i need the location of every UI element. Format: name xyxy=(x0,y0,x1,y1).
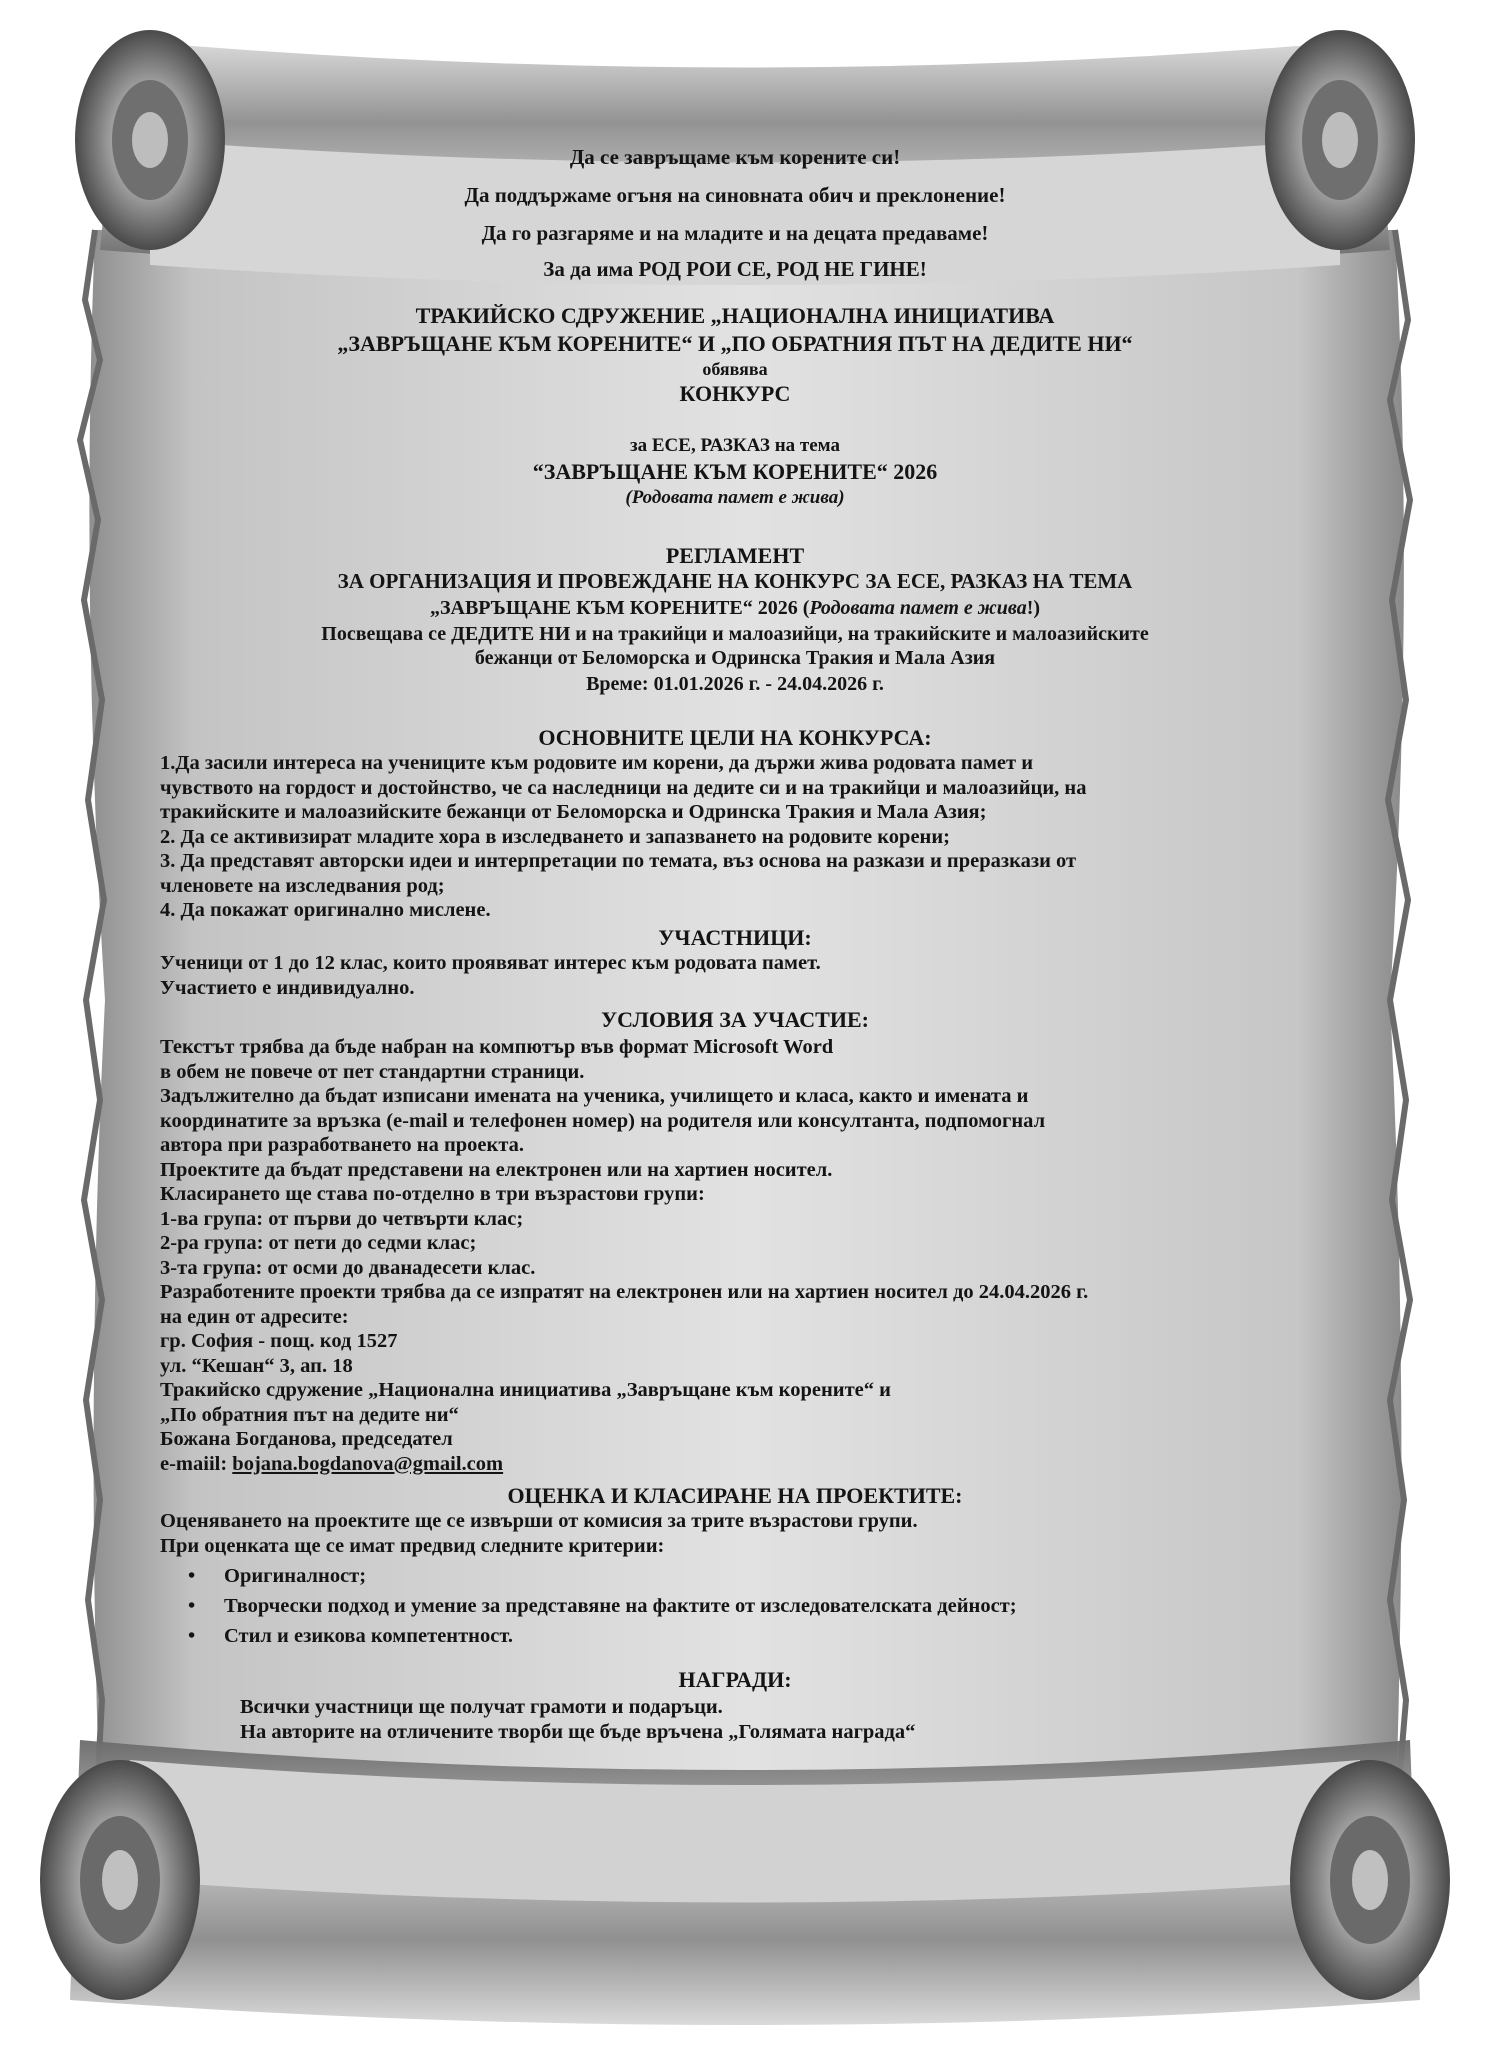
conditions-title: УСЛОВИЯ ЗА УЧАСТИЕ: xyxy=(601,1007,869,1032)
bullet-icon: • xyxy=(188,1565,196,1587)
announcement-document xyxy=(160,145,1310,1845)
org-name-line-2: „ЗАВРЪЩАНЕ КЪМ КОРЕНИТЕ“ И „ПО ОБРАТНИЯ ПЪТ НА ДЕДИТЕ НИ“ xyxy=(337,331,1133,356)
motto-line-3: Да го разгаряме и на младите и на децата предаваме! xyxy=(481,221,989,245)
motto-line-2: Да поддържаме огъня на синовната обич и преклонение! xyxy=(464,183,1006,207)
conditions-line: Разработените проекти трябва да се изпратят на електронен или на хартиен носител до 24.04.2026 г. xyxy=(160,1281,1089,1303)
reglament-line-2: „ЗАВРЪЩАНЕ КЪМ КОРЕНИТЕ“ 2026 (Родовата памет е жива!) xyxy=(429,597,1041,619)
email-line xyxy=(160,1452,1320,1477)
goals-line: чувството на гордост и достойнство, че са наследници на дедите си и на тракийци и малоазийци, на xyxy=(160,776,1087,799)
conditions-line: „По обратния път на дедите ни“ xyxy=(160,1403,459,1426)
topic-subtitle: (Родовата памет е жива) xyxy=(625,487,845,508)
goals-line: тракийските и малоазийските бежанци от Беломорска и Одринска Тракия и Мала Азия; xyxy=(160,801,987,823)
contest-heading: КОНКУРС xyxy=(679,381,791,406)
participants-line: Ученици от 1 до 12 клас, които проявяват интерес към родовата памет. xyxy=(160,952,821,974)
conditions-line: на един от адресите: xyxy=(160,1305,349,1328)
conditions-line: Проектите да бъдат представени на електронен или на хартиен носител. xyxy=(160,1158,833,1181)
motto-line-1: Да се завръщаме към корените си! xyxy=(569,145,901,169)
evaluation-line: Оценяването на проектите ще се извърши от комисия за трите възрастови групи. xyxy=(160,1510,918,1532)
participants-title: УЧАСТНИЦИ: xyxy=(658,925,812,950)
conditions-line: ул. “Кешан“ 3, ап. 18 xyxy=(160,1354,353,1377)
awards-line: На авторите на отличените творби ще бъде връчена „Голямата награда“ xyxy=(240,1720,916,1743)
org-name-line-1: ТРАКИЙСКО СДРУЖЕНИЕ „НАЦИОНАЛНА ИНИЦИАТИВА xyxy=(415,303,1055,328)
conditions-line: Тракийско сдружение „Национална инициатива „Завръщане към корените“ и xyxy=(160,1379,891,1401)
criteria-item: • Стил и езикова компетентност. xyxy=(188,1625,513,1647)
bullet-icon: • xyxy=(188,1625,196,1647)
awards-line: Всички участници ще получат грамоти и подаръци. xyxy=(240,1696,723,1718)
conditions-line: 1-ва група: от първи до четвърти клас; xyxy=(160,1207,524,1230)
conditions-line: 3-та група: от осми до дванадесети клас. xyxy=(160,1256,536,1279)
motto-line-4: За да има РОД РОИ СЕ, РОД НЕ ГИНЕ! xyxy=(543,257,927,281)
conditions-line: Текстът трябва да бъде набран на компютър във формат Microsoft Word xyxy=(160,1036,834,1058)
conditions-line: в обем не повече от пет стандартни страници. xyxy=(160,1060,585,1083)
conditions-line: координатите за връзка (e-mail и телефонен номер) на родителя или консултанта, подпомогнал xyxy=(160,1109,1046,1132)
goals-text xyxy=(160,751,1320,923)
goals-line: членовете на изследвания род; xyxy=(160,874,445,897)
awards-title: НАГРАДИ: xyxy=(678,1667,792,1692)
goals-line: 3. Да представят авторски идеи и интерпретации по темата, въз основа на разкази и преразкази от xyxy=(160,850,1077,872)
participants-text xyxy=(160,951,1320,1000)
topic-title: “ЗАВРЪЩАНЕ КЪМ КОРЕНИТЕ“ 2026 xyxy=(532,459,938,484)
goals-line: 4. Да покажат оригинално мислене. xyxy=(160,899,491,921)
criteria-item: • Оригиналност; xyxy=(188,1565,367,1587)
conditions-line: Класирането ще става по-отделно в три възрастови групи: xyxy=(160,1183,705,1205)
evaluation-text xyxy=(160,1509,1320,1654)
reglament-line-1: ЗА ОРГАНИЗАЦИЯ И ПРОВЕЖДАНЕ НА КОНКУРС ЗА ЕСЕ, РАЗКАЗ НА ТЕМА xyxy=(337,569,1133,593)
time-period: Време: 01.01.2026 г. - 24.04.2026 г. xyxy=(586,673,884,695)
criteria-item: • Творчески подход и умение за представяне на фактите от изследователската дейност; xyxy=(188,1595,1017,1617)
dedication-line-2: бежанци от Беломорска и Одринска Тракия и Мала Азия xyxy=(474,647,996,669)
awards-text xyxy=(240,1695,1320,1744)
announces-text: обявява xyxy=(702,359,768,379)
goals-line: 2. Да се активизират младите хора в изследването и запазването на родовите корени; xyxy=(160,825,951,848)
goals-title: ОСНОВНИТЕ ЦЕЛИ НА КОНКУРСА: xyxy=(538,725,932,750)
dedication-line-1: Посвещава се ДЕДИТЕ НИ и на тракийци и малоазийци, на тракийските и малоазийските xyxy=(321,623,1149,645)
goals-line: 1.Да засили интереса на учениците към родовите им корени, да държи жива родовата памет и xyxy=(160,752,1034,774)
email-link[interactable]: bojana.bogdanova@gmail.com xyxy=(232,1452,504,1475)
participants-line: Участието е индивидуално. xyxy=(160,976,415,999)
evaluation-title: ОЦЕНКА И КЛАСИРАНЕ НА ПРОЕКТИТЕ: xyxy=(507,1483,963,1508)
reglament-title: РЕГЛАМЕНТ xyxy=(665,543,805,568)
conditions-line: гр. София - пощ. код 1527 xyxy=(160,1330,398,1352)
conditions-line: автора при разработването на проекта. xyxy=(160,1134,525,1156)
conditions-line: Задължително да бъдат изписани имената на ученика, училището и класа, както и имената и xyxy=(160,1085,1029,1107)
topic-line: за ЕСЕ, РАЗКАЗ на тема xyxy=(630,435,840,456)
evaluation-line: При оценката ще се имат предвид следните критерии: xyxy=(160,1534,665,1557)
bullet-icon: • xyxy=(188,1595,196,1617)
conditions-line: Божана Богданова, председател xyxy=(160,1428,453,1450)
conditions-line: 2-ра група: от пети до седми клас; xyxy=(160,1232,477,1254)
email-label: e-maiil: xyxy=(160,1452,233,1475)
conditions-text xyxy=(160,1035,1320,1476)
criteria-list xyxy=(160,1564,1320,1654)
